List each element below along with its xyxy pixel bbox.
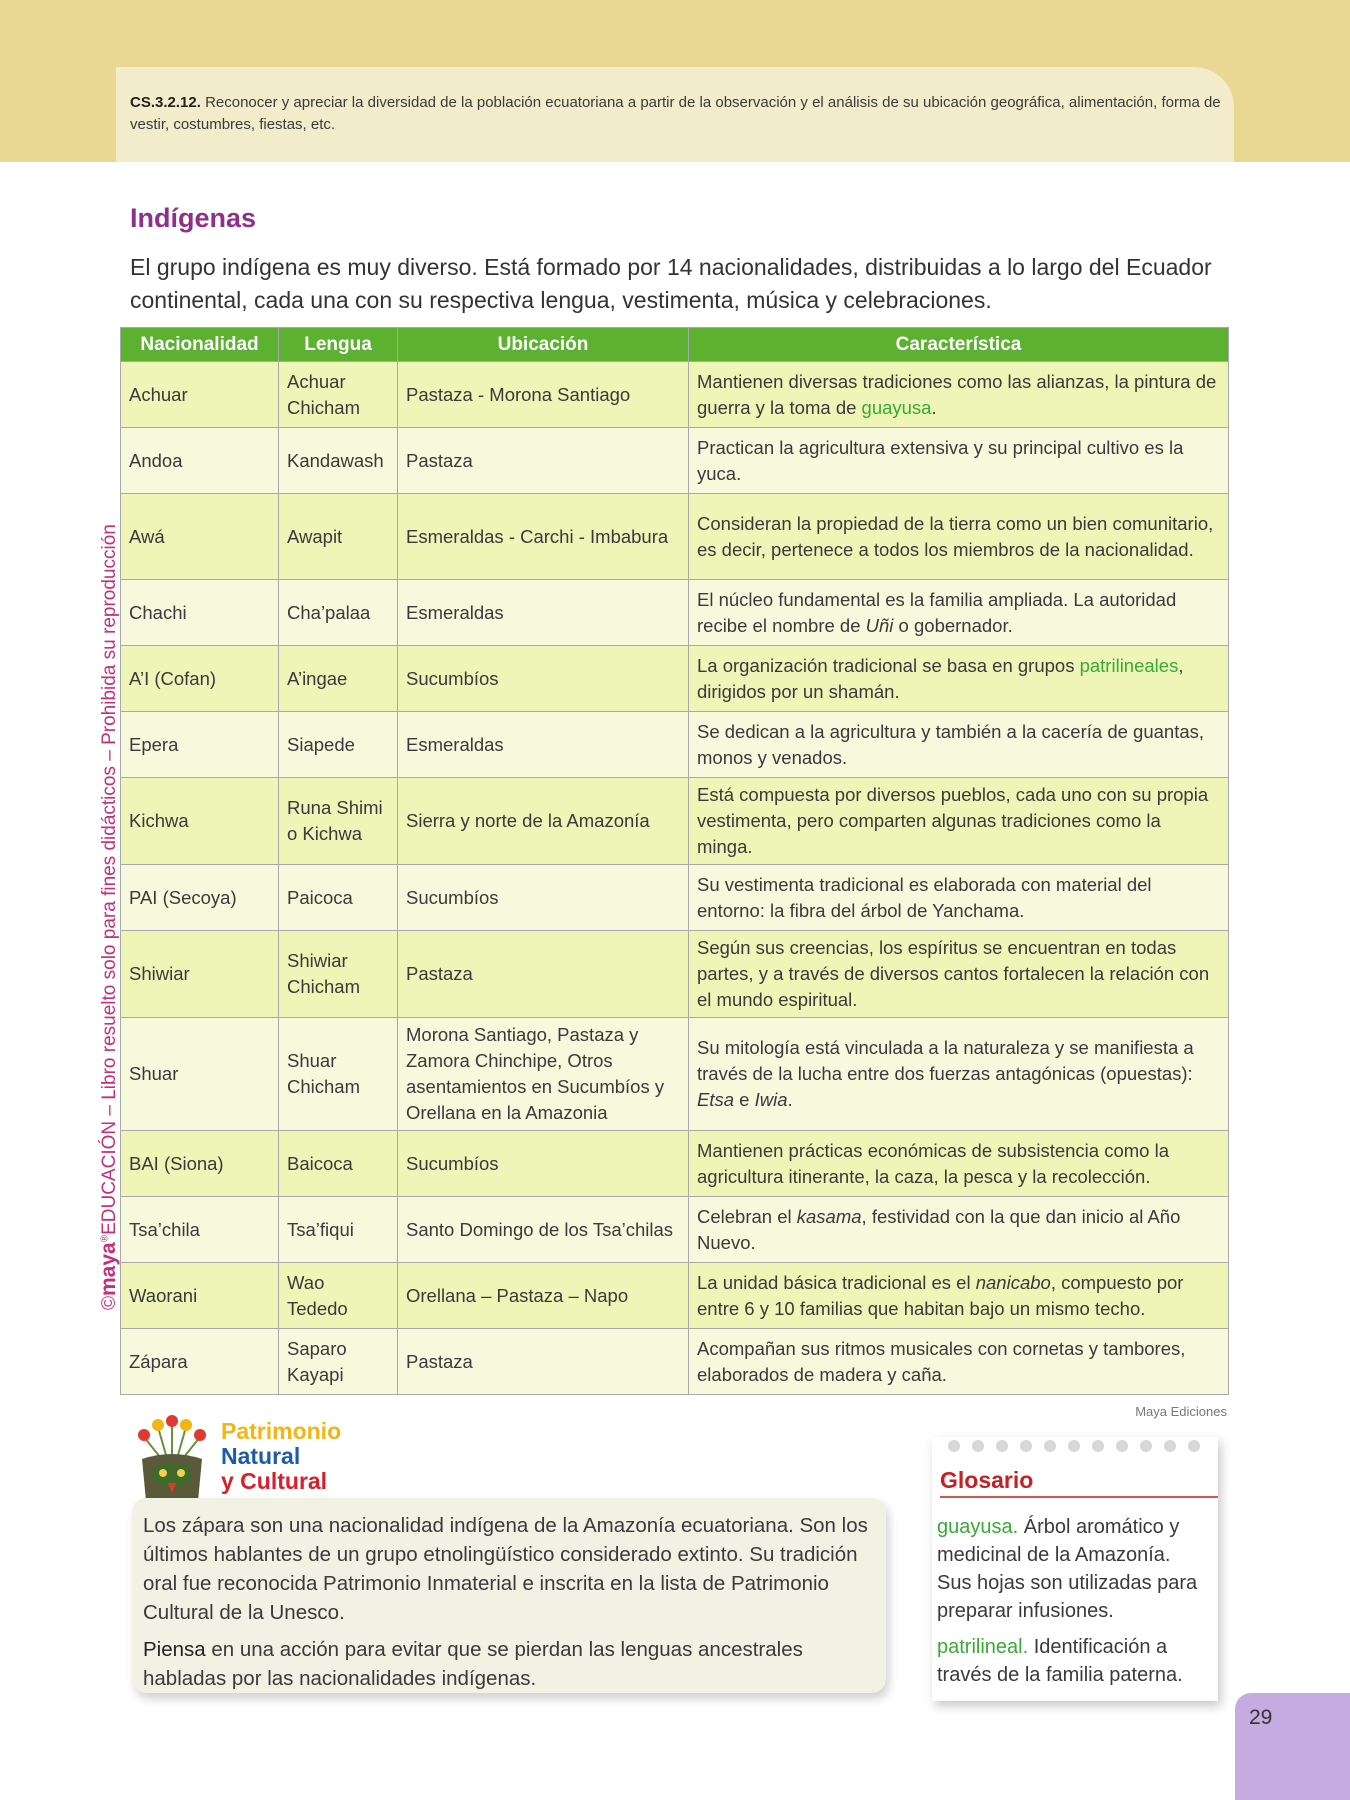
glossary-term: guayusa. bbox=[937, 1516, 1019, 1538]
page-number: 29 bbox=[1249, 1706, 1273, 1729]
skill-code: CS.3.2.12. bbox=[130, 94, 201, 111]
cell-nacionalidad: Kichwa bbox=[121, 778, 279, 865]
characteristic-text: Iwia bbox=[754, 1089, 788, 1110]
heritage-title-line3: y Cultural bbox=[221, 1468, 328, 1494]
table-row bbox=[121, 778, 1229, 865]
cell-ubicacion: Sucumbíos bbox=[398, 646, 689, 712]
ring bbox=[1116, 1440, 1128, 1452]
cell-lengua: Paicoca bbox=[279, 865, 398, 931]
heritage-icon bbox=[130, 1413, 212, 1509]
table-row bbox=[121, 1197, 1229, 1263]
cell-nacionalidad: BAI (Siona) bbox=[121, 1131, 279, 1197]
cell-lengua: Cha’palaa bbox=[279, 580, 398, 646]
header-lengua: Lengua bbox=[279, 328, 398, 362]
table-header-row bbox=[121, 328, 1229, 362]
cell-nacionalidad: A’I (Cofan) bbox=[121, 646, 279, 712]
characteristic-text: , dirigidos por un shamán. bbox=[697, 654, 1184, 702]
ring bbox=[1164, 1440, 1176, 1452]
cell-ubicacion: Esmeraldas bbox=[398, 580, 689, 646]
cell-ubicacion: Morona Santiago, Pastaza y Zamora Chinchipe, Otros asentamientos en Sucumbíos y Orellana en la Amazonia bbox=[398, 1018, 689, 1131]
cell-caracteristica bbox=[689, 1197, 1229, 1263]
table-row bbox=[121, 712, 1229, 778]
table-row bbox=[121, 1263, 1229, 1329]
table-row bbox=[121, 428, 1229, 494]
cell-nacionalidad: Shuar bbox=[121, 1018, 279, 1131]
characteristic-text: Su mitología está vinculada a la naturaleza y se manifiesta a través de la lucha entre dos fuerzas antagónicas (opuestas): bbox=[697, 1037, 1194, 1084]
characteristic-text: Se dedican a la agricultura y también a la cacería de guantas, monos y venados. bbox=[697, 720, 1205, 768]
skill-statement bbox=[130, 92, 1230, 136]
characteristic-text: La organización tradicional se basa en grupos bbox=[697, 654, 1080, 676]
cell-ubicacion: Sierra y norte de la Amazonía bbox=[398, 778, 689, 865]
cell-nacionalidad: Shiwiar bbox=[121, 931, 279, 1018]
ring bbox=[948, 1440, 960, 1452]
table-row bbox=[121, 580, 1229, 646]
cell-ubicacion: Esmeraldas - Carchi - Imbabura bbox=[398, 494, 689, 580]
table-row bbox=[121, 931, 1229, 1018]
cell-nacionalidad: PAI (Secoya) bbox=[121, 865, 279, 931]
cell-caracteristica bbox=[689, 1018, 1229, 1131]
characteristic-text: Mantienen diversas tradiciones como las alianzas, la pintura de guerra y la toma de bbox=[697, 370, 1217, 418]
cell-nacionalidad: Chachi bbox=[121, 580, 279, 646]
glossary-rings bbox=[944, 1440, 1214, 1454]
cell-caracteristica bbox=[689, 1263, 1229, 1329]
cell-caracteristica bbox=[689, 712, 1229, 778]
cell-nacionalidad: Awá bbox=[121, 494, 279, 580]
section-intro: El grupo indígena es muy diverso. Está formado por 14 nacionalidades, distribuidas a lo largo del Ecuador continental, cada una con su respectiva lengua, vestimenta, música y celebraciones. bbox=[130, 254, 1212, 313]
heritage-title bbox=[221, 1419, 341, 1494]
table-row bbox=[121, 865, 1229, 931]
cell-ubicacion: Pastaza bbox=[398, 931, 689, 1018]
characteristic-text: Uñi bbox=[865, 614, 894, 636]
characteristic-text: Practican la agricultura extensiva y su principal cultivo es la yuca. bbox=[697, 436, 1184, 484]
think-label: Piensa bbox=[143, 1638, 206, 1661]
cell-ubicacion: Sucumbíos bbox=[398, 865, 689, 931]
table-row bbox=[121, 494, 1229, 580]
heritage-title-line2: Natural bbox=[221, 1443, 301, 1469]
cell-nacionalidad: Tsa’chila bbox=[121, 1197, 279, 1263]
think-text: en una acción para evitar que se pierdan las lenguas ancestrales habladas por las nacionalidades indígenas. bbox=[143, 1638, 803, 1690]
ring bbox=[1020, 1440, 1032, 1452]
ring bbox=[1140, 1440, 1152, 1452]
characteristic-text: Mantienen prácticas económicas de subsistencia como la agricultura itinerante, la caza, la pesca y la recolección. bbox=[697, 1139, 1169, 1187]
table-row bbox=[121, 646, 1229, 712]
heritage-text bbox=[143, 1511, 883, 1701]
notice-text: EDUCACIÓN – Libro resuelto solo para fines didácticos – Prohibida su reproducción bbox=[99, 524, 120, 1235]
glossary-term-highlight: guayusa bbox=[861, 396, 932, 418]
glossary-term: patrilineal. bbox=[937, 1636, 1029, 1658]
cell-ubicacion: Pastaza bbox=[398, 1329, 689, 1395]
table-row bbox=[121, 1131, 1229, 1197]
ring bbox=[1188, 1440, 1200, 1452]
glossary-definition: Árbol aromático y medicinal de la Amazonía. Sus hojas son utilizadas para preparar infusiones. bbox=[937, 1516, 1198, 1622]
heritage-think bbox=[143, 1635, 883, 1693]
section-title: Indígenas bbox=[130, 203, 257, 233]
cell-lengua: Achuar Chicham bbox=[279, 362, 398, 428]
skill-text: Reconocer y apreciar la diversidad de la población ecuatoriana a partir de la observación y el análisis de su ubicación geográfica, alimentación, forma de vestir, costumbres, fiestas, etc. bbox=[130, 94, 1221, 133]
cell-lengua: Kandawash bbox=[279, 428, 398, 494]
header-caracteristica: Característica bbox=[689, 328, 1229, 362]
side-copyright-notice bbox=[97, 480, 121, 1310]
characteristic-text: Etsa bbox=[697, 1089, 735, 1110]
cell-caracteristica bbox=[689, 362, 1229, 428]
heritage-paragraph: Los zápara son una nacionalidad indígena de la Amazonía ecuatoriana. Son los últimos hablantes de un grupo etnolingüístico considerado extinto. Su tradición oral fue reconocida Patrimonio Inmaterial e inscrita en la lista de Patrimonio Cultural de la Unesco. bbox=[143, 1514, 868, 1624]
ring bbox=[1092, 1440, 1104, 1452]
cell-caracteristica bbox=[689, 931, 1229, 1018]
characteristic-text: Celebran el bbox=[697, 1205, 797, 1227]
table-row bbox=[121, 1329, 1229, 1395]
cell-caracteristica bbox=[689, 1329, 1229, 1395]
characteristic-text: , compuesto por entre 6 y 10 familias que habitan bajo un mismo techo. bbox=[697, 1271, 1184, 1319]
characteristic-text: kasama bbox=[796, 1205, 862, 1227]
cell-nacionalidad: Waorani bbox=[121, 1263, 279, 1329]
image-credit: Maya Ediciones bbox=[1135, 1404, 1227, 1419]
cell-ubicacion: Esmeraldas bbox=[398, 712, 689, 778]
ring bbox=[1068, 1440, 1080, 1452]
characteristic-text: Acompañan sus ritmos musicales con cornetas y tambores, elaborados de madera y caña. bbox=[697, 1337, 1186, 1385]
cell-caracteristica bbox=[689, 580, 1229, 646]
ring bbox=[996, 1440, 1008, 1452]
characteristic-text: Consideran la propiedad de la tierra como un bien comunitario, es decir, pertenece a todos los miembros de la nacionalidad. bbox=[697, 512, 1214, 560]
glossary-definition: Identificación a través de la familia paterna. bbox=[937, 1636, 1183, 1686]
cell-ubicacion: Pastaza - Morona Santiago bbox=[398, 362, 689, 428]
cell-caracteristica bbox=[689, 494, 1229, 580]
characteristic-text: La unidad básica tradicional es el bbox=[697, 1271, 976, 1293]
characteristic-text: Su vestimenta tradicional es elaborada con material del entorno: la fibra del árbol de Yanchama. bbox=[697, 873, 1152, 921]
cell-ubicacion: Pastaza bbox=[398, 428, 689, 494]
cell-lengua: Tsa’fiqui bbox=[279, 1197, 398, 1263]
cell-lengua: Runa Shimi o Kichwa bbox=[279, 778, 398, 865]
cell-nacionalidad: Andoa bbox=[121, 428, 279, 494]
glossary-entry bbox=[937, 1513, 1207, 1625]
table-body bbox=[121, 362, 1229, 1395]
cell-lengua: Baicoca bbox=[279, 1131, 398, 1197]
cell-nacionalidad: Epera bbox=[121, 712, 279, 778]
characteristic-text: , festividad con la que dan inicio al Año Nuevo. bbox=[697, 1205, 1181, 1253]
cell-caracteristica bbox=[689, 1131, 1229, 1197]
ring bbox=[972, 1440, 984, 1452]
cell-ubicacion: Sucumbíos bbox=[398, 1131, 689, 1197]
cell-lengua: Saparo Kayapi bbox=[279, 1329, 398, 1395]
table-row bbox=[121, 362, 1229, 428]
cell-nacionalidad: Zápara bbox=[121, 1329, 279, 1395]
header-ubicacion: Ubicación bbox=[398, 328, 689, 362]
nationalities-table-wrap bbox=[120, 327, 1228, 1395]
cell-caracteristica bbox=[689, 865, 1229, 931]
registered-mark: ® bbox=[99, 1234, 111, 1243]
glossary-entry bbox=[937, 1633, 1207, 1689]
header-nacionalidad: Nacionalidad bbox=[121, 328, 279, 362]
glossary-entries bbox=[937, 1513, 1207, 1697]
cell-lengua: Wao Tededo bbox=[279, 1263, 398, 1329]
characteristic-text: nanicabo bbox=[975, 1271, 1051, 1293]
glossary-title: Glosario bbox=[940, 1467, 1218, 1498]
nationalities-table bbox=[120, 327, 1229, 1395]
characteristic-text: Está compuesta por diversos pueblos, cada uno con su propia vestimenta, pero comparten algunas tradiciones como la minga. bbox=[697, 784, 1209, 857]
cell-lengua: Awapit bbox=[279, 494, 398, 580]
cell-caracteristica bbox=[689, 778, 1229, 865]
brand-name: maya bbox=[97, 1242, 120, 1296]
copyright-symbol: © bbox=[99, 1296, 120, 1310]
cell-ubicacion: Santo Domingo de los Tsa’chilas bbox=[398, 1197, 689, 1263]
ring bbox=[1044, 1440, 1056, 1452]
characteristic-text: o gobernador. bbox=[893, 614, 1013, 636]
cell-lengua: Siapede bbox=[279, 712, 398, 778]
cell-lengua: A’ingae bbox=[279, 646, 398, 712]
cell-lengua: Shuar Chicham bbox=[279, 1018, 398, 1131]
characteristic-text: . bbox=[931, 396, 937, 418]
cell-ubicacion: Orellana – Pastaza – Napo bbox=[398, 1263, 689, 1329]
table-row bbox=[121, 1018, 1229, 1131]
characteristic-text: e bbox=[734, 1089, 755, 1110]
characteristic-text: El núcleo fundamental es la familia ampliada. La autoridad recibe el nombre de bbox=[697, 588, 1177, 636]
characteristic-text: . bbox=[787, 1089, 793, 1110]
cell-lengua: Shiwiar Chicham bbox=[279, 931, 398, 1018]
cell-nacionalidad: Achuar bbox=[121, 362, 279, 428]
heritage-title-line1: Patrimonio bbox=[221, 1418, 342, 1444]
cell-caracteristica bbox=[689, 428, 1229, 494]
characteristic-text: Según sus creencias, los espíritus se encuentran en todas partes, y a través de diversos cantos fortalecen la relación con el mundo espiritual. bbox=[697, 937, 1210, 1010]
glossary-term-highlight: patrilineales bbox=[1079, 654, 1179, 676]
cell-caracteristica bbox=[689, 646, 1229, 712]
